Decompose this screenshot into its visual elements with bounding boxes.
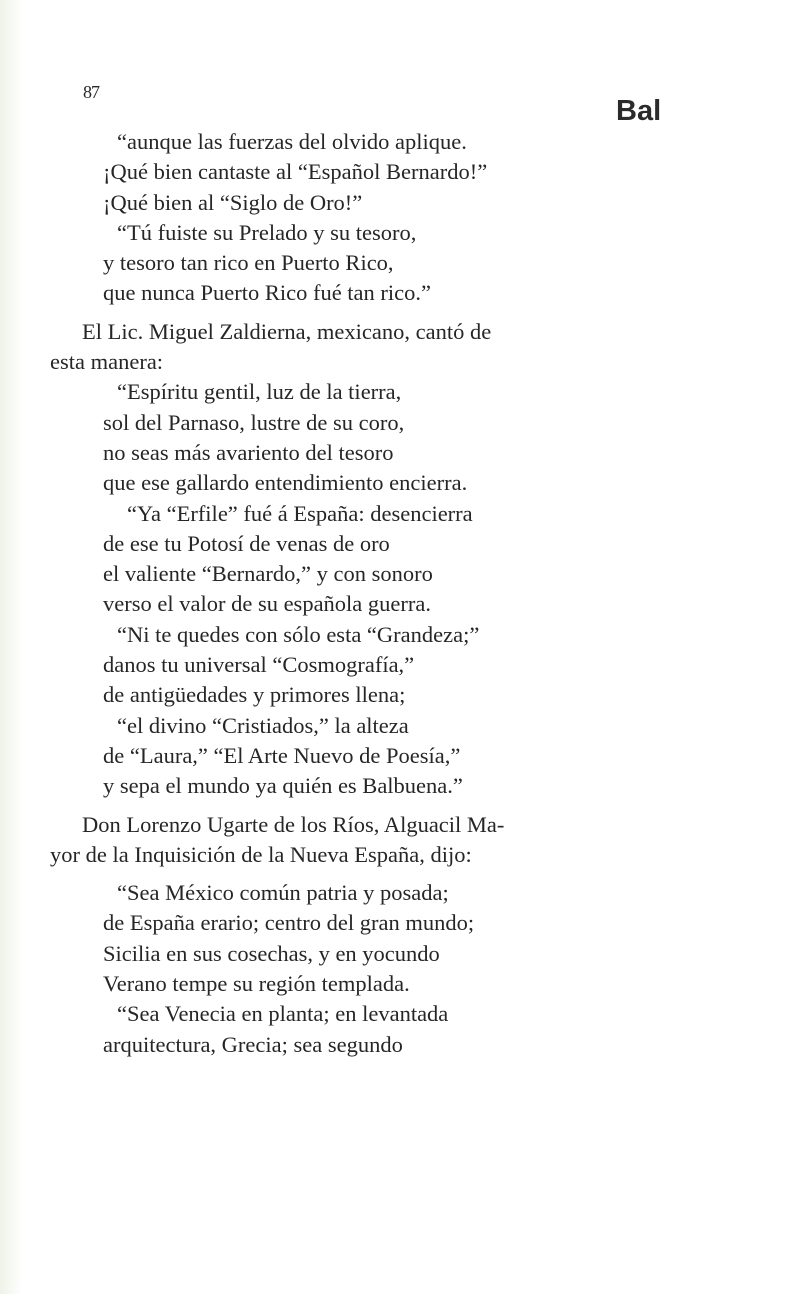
poem-line: “Tú fuiste su Prelado y su tesoro, (117, 219, 417, 245)
poem-line: “Sea México común patria y posada; (117, 880, 449, 906)
poem-line: verso el valor de su española guerra. (103, 591, 431, 617)
poem-line: sol del Parnaso, lustre de su coro, (103, 409, 405, 435)
poem-line: “aunque las fuerzas del olvido aplique. (117, 129, 467, 154)
poem-line: de “Laura,” “El Arte Nuevo de Poesía,” (103, 742, 461, 768)
poem-line: y tesoro tan rico en Puerto Rico, (103, 250, 394, 276)
poem-line: Verano tempe su región templada. (103, 971, 410, 997)
poem-line: “Ni te quedes con sólo esta “Grandeza;” (117, 621, 480, 647)
poem-line: arquitectura, Grecia; sea segundo (103, 1031, 403, 1057)
prose-line: El Lic. Miguel Zaldierna, mexicano, cantó de (82, 318, 492, 344)
body-text (50, 127, 703, 1060)
poem-line: ¡Qué bien cantaste al “Español Bernardo!” (103, 159, 488, 185)
poem-line: “el divino “Cristiados,” la alteza (117, 712, 409, 738)
poem-line: no seas más avariento del tesoro (103, 439, 394, 465)
poem-line: Sicilia en sus cosechas, y en yocundo (103, 940, 440, 966)
poem-line: el valiente “Bernardo,” y con sonoro (103, 561, 433, 587)
poem-line: “Espíritu gentil, luz de la tierra, (117, 379, 402, 405)
poem-line: danos tu universal “Cosmografía,” (103, 652, 415, 678)
poem-line: “Sea Venecia en planta; en levantada (117, 1001, 449, 1027)
prose-line: esta manera: (50, 349, 164, 375)
running-head: Bal (616, 95, 662, 127)
poem-line: ¡Qué bien al “Siglo de Oro!” (103, 189, 363, 215)
poem-line: “Ya “Erfile” fué á España: desencierra (127, 500, 473, 526)
page-number: 87 (83, 82, 99, 102)
prose-line: Don Lorenzo Ugarte de los Ríos, Alguacil Ma- (82, 811, 505, 837)
poem-line: que ese gallardo entendimiento encierra. (103, 470, 468, 496)
poem-line: y sepa el mundo ya quién es Balbuena.” (103, 773, 463, 799)
poem-line: de España erario; centro del gran mundo; (103, 910, 475, 936)
poem-line: de antigüedades y primores llena; (103, 682, 406, 708)
prose-line: yor de la Inquisición de la Nueva España, dijo: (50, 841, 472, 867)
poem-line: que nunca Puerto Rico fué tan rico.” (103, 280, 432, 306)
poem-line: de ese tu Potosí de venas de oro (103, 530, 390, 556)
